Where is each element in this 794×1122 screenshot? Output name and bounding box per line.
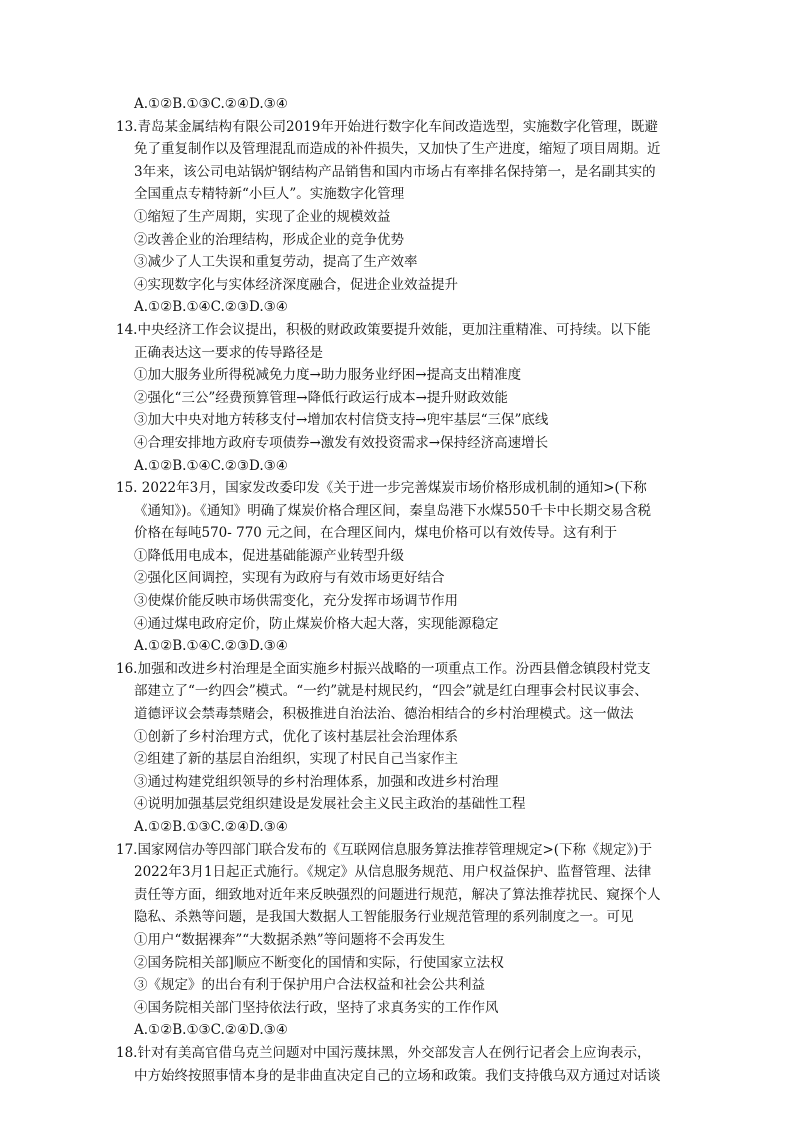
statement-option-line: ②强化“三公”经费预算管理→降低行政运行成本→提升财政效能 (134, 389, 508, 406)
question-continuation-line: 部建立了“一约四会”模式。“一约”就是村规民约，“四会”就是红白理事会村民议事会、 (134, 683, 648, 700)
question-continuation-line: 《通知》)。《通知》明确了煤炭价格合理区间，秦皇岛港下水煤550千卡中长期交易含税 (134, 502, 652, 519)
question-continuation-line: 3年来，该公司电站锅炉钢结构产品销售和国内市场占有率排名保持第一，是名副其实的 (134, 163, 656, 180)
statement-option-line: ③使煤价能反映市场供需变化，充分发挥市场调节作用 (134, 593, 458, 610)
statement-option-line: ①创新了乡村治理方式，优化了该村基层社会治理体系 (134, 728, 458, 745)
question-continuation-line: 道德评议会禁毒禁赌会，积极推进自治法治、德治相结合的乡村治理模式。这一做法 (134, 706, 634, 723)
question-continuation-line: 责任等方面，细致地对近年来反映强烈的问题进行规范，解决了算法推荐扰民、窥探个人 (134, 886, 661, 903)
question-continuation-line: 隐私、杀熟等问题，是我国大数据人工智能服务行业规范管理的系列制度之一。可见 (134, 909, 634, 926)
question-text-block (116, 93, 664, 1087)
statement-option-line: ③加大中央对地方转移支付→增加农村信贷支持→兜牢基层“三保”底线 (134, 412, 549, 429)
statement-option-line: ②强化区间调控，实现有为政府与有效市场更好结合 (134, 570, 445, 587)
question-continuation-line: 2022年3月1日起正式施行。《规定》从信息服务规范、用户权益保护、监督管理、法律 (134, 864, 652, 881)
answer-choices-line: A.①②B.①④C.②③D.③④ (134, 457, 288, 474)
statement-option-line: ③《规定》的出台有利于保护用户合法权益和社会公共利益 (134, 977, 485, 994)
question-stem-line: 13.青岛某金属结构有限公司2019年开始进行数字化车间改造选型，实施数字化管理，既避 (116, 118, 658, 135)
question-stem-line: 15. 2022年3月，国家发改委印发《关于进一步完善煤炭市场价格形成机制的通知>(下称 (116, 480, 647, 497)
answer-choices-line: A.①②B.①③C.②④D.③④ (134, 819, 288, 835)
statement-option-line: ③通过构建党组织领导的乡村治理体系，加强和改进乡村治理 (134, 773, 499, 790)
question-continuation-line: 正确表达这一要求的传导路径是 (134, 344, 323, 361)
question-continuation-line: 价格在每吨570- 770 元之间，在合理区间内，煤电价格可以有效传导。这有利于 (134, 525, 618, 542)
question-stem-line: 14.中央经济工作会议提出，积极的财政政策要提升效能，更加注重精准、可持续。以下能 (116, 321, 651, 338)
question-continuation-line: 免了重复制作以及管理混乱而造成的补件损失，又加快了生产进度，缩短了项目周期。近 (134, 141, 661, 158)
statement-option-line: ②组建了新的基层自治组织，实现了村民自己当家作主 (134, 751, 458, 768)
question-continuation-line: 全国重点专精特新“小巨人”。实施数字化管理 (134, 186, 405, 203)
statement-option-line: ②改善企业的治理结构，形成企业的竞争优势 (134, 231, 404, 248)
statement-option-line: ④合理安排地方政府专项债券→激发有效投资需求→保持经济高速增长 (134, 434, 549, 451)
answer-choices-line: A.①②B.①③C.②④D.③④ (134, 96, 288, 112)
statement-option-line: ①降低用电成本，促进基础能源产业转型升级 (134, 547, 404, 564)
question-stem-line: 16.加强和改进乡村治理是全面实施乡村振兴战略的一项重点工作。汾西县僧念镇段村党支 (116, 660, 651, 677)
statement-option-line: ④说明加强基层党组织建设是发展社会主义民主政治的基础性工程 (134, 796, 526, 813)
statement-option-line: ①加大服务业所得税减免力度→助力服务业纾困→提高支出精准度 (134, 367, 522, 384)
answer-choices-line: A.①②B.①③C.②④D.③④ (134, 1022, 288, 1039)
question-stem-line: 17.国家网信办等四部门联合发布的《互联网信息服务算法推荐管理规定>(下称《规定》)于 (116, 841, 653, 858)
statement-option-line: ④实现数字化与实体经济深度融合，促进企业效益提升 (134, 276, 458, 293)
statement-option-line: ②国务院相关部]顺应不断变化的国情和实际，行使国家立法权 (134, 954, 504, 971)
answer-choices-line: A.①②B.①④C.②③D.③④ (134, 299, 288, 316)
statement-option-line: ③减少了人工失误和重复劳动，提高了生产效率 (134, 254, 418, 271)
statement-option-line: ④通过煤电政府定价，防止煤炭价格大起大落，实现能源稳定 (134, 615, 499, 632)
statement-option-line: ①用户“数据裸奔”“大数据杀熟”等问题将不会再发生 (134, 931, 446, 948)
answer-choices-line: A.①②B.①④C.②③D.③④ (134, 638, 288, 655)
statement-option-line: ④国务院相关部门坚持依法行政，坚持了求真务实的工作作风 (134, 999, 499, 1016)
statement-option-line: ①缩短了生产周期，实现了企业的规模效益 (134, 208, 391, 225)
question-continuation-line: 中方始终按照事情本身的是非曲直决定自己的立场和政策。我们支持俄乌双方通过对话谈 (134, 1067, 661, 1084)
question-stem-line: 18.针对有美高官借乌克兰问题对中国污蔑抹黑，外交部发言人在例行记者会上应询表示， (116, 1044, 651, 1061)
